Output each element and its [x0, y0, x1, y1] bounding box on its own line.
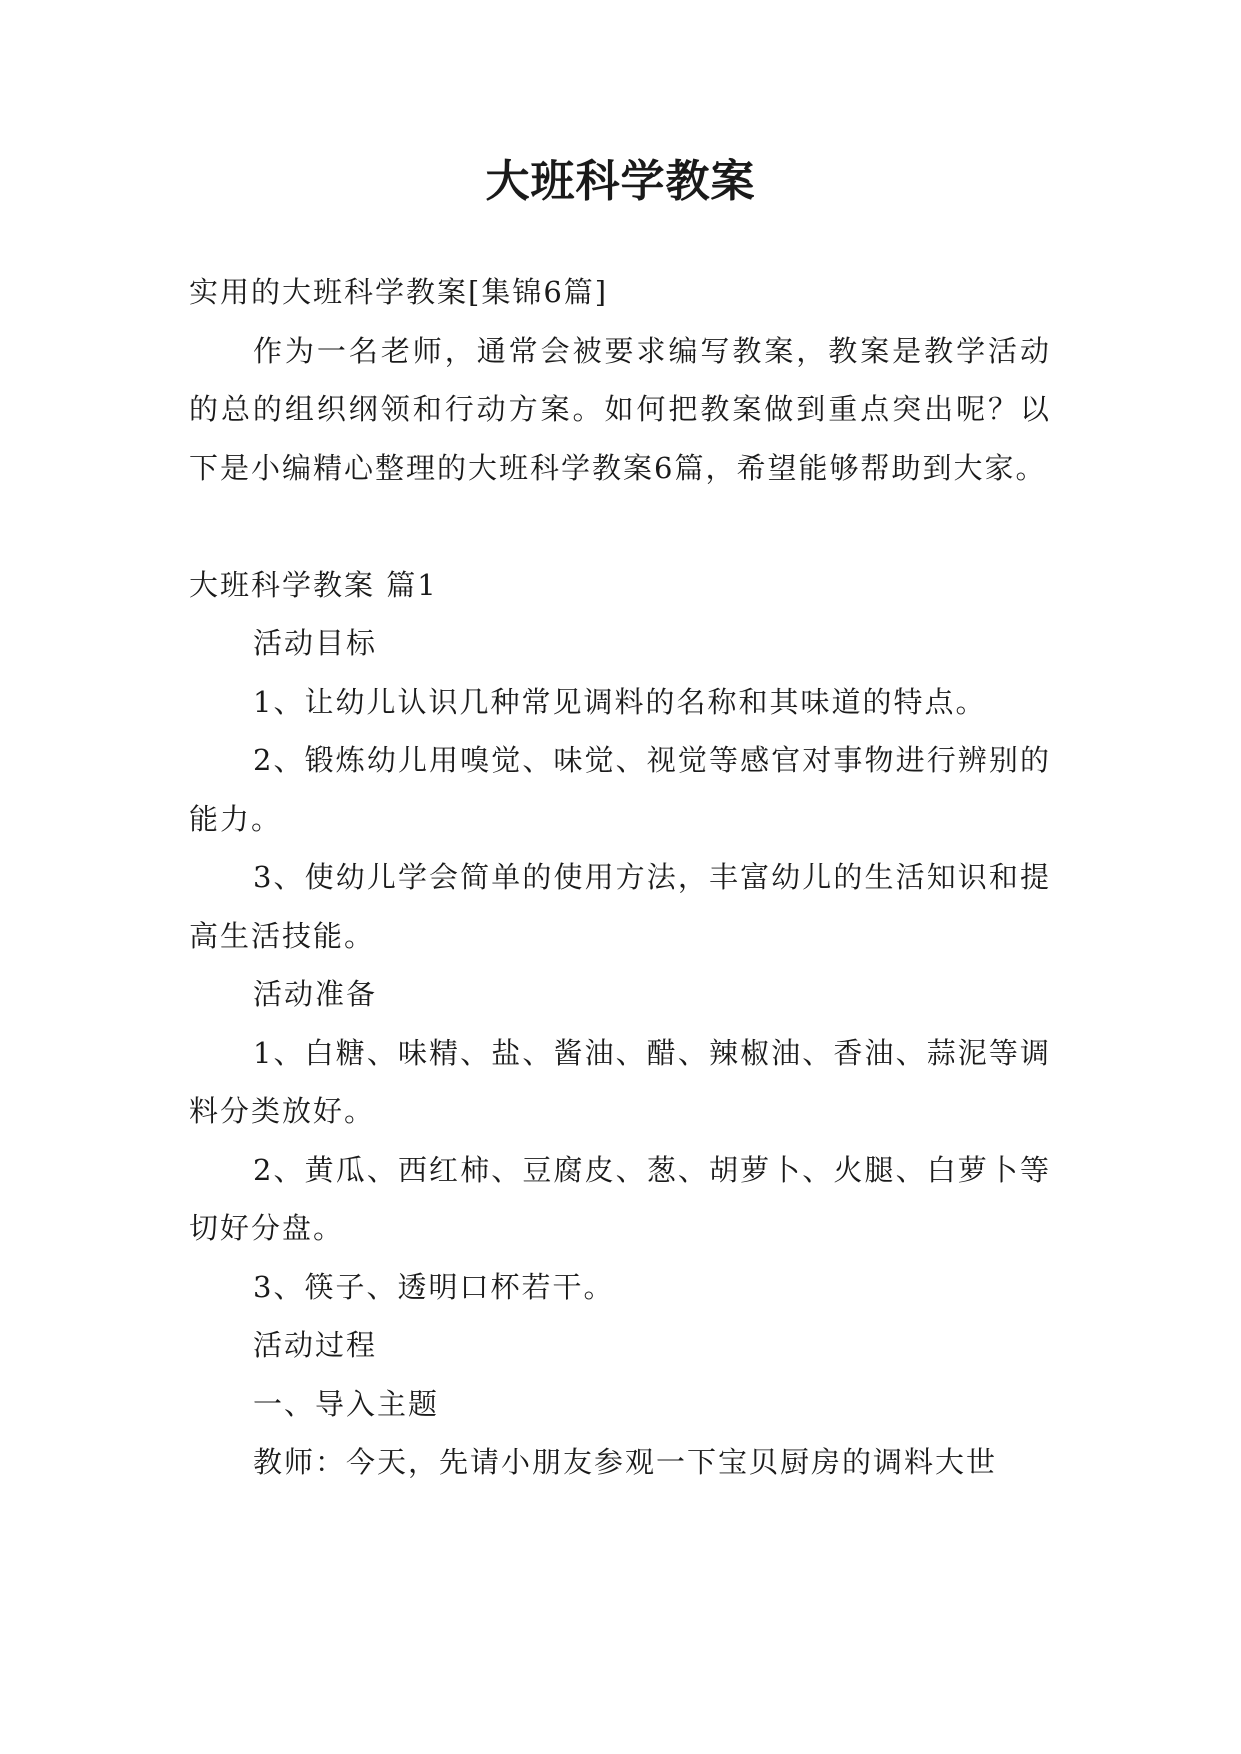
document-body [189, 263, 1051, 1492]
prep-item: 2、黄瓜、西红柿、豆腐皮、葱、胡萝卜、火腿、白萝卜等切好分盘。 [189, 1152, 1051, 1245]
document-title: 大班科学教案 [485, 156, 756, 207]
section-gap [189, 497, 1051, 556]
goal-item: 1、让幼儿认识几种常见调料的名称和其味道的特点。 [253, 684, 987, 719]
step-heading: 一、导入主题 [253, 1386, 440, 1421]
goal-item: 2、锻炼幼儿用嗅觉、味觉、视觉等感官对事物进行辨别的能力。 [189, 743, 1051, 836]
document-subtitle: 实用的大班科学教案[集锦6篇] [189, 275, 609, 309]
prep-item: 1、白糖、味精、盐、酱油、醋、辣椒油、香油、蒜泥等调料分类放好。 [189, 1035, 1051, 1128]
process-heading: 活动过程 [253, 1328, 378, 1362]
intro-paragraph: 作为一名老师，通常会被要求编写教案，教案是教学活动的总的组织纲领和行动方案。如何把教案做到重点突出呢？以下是小编精心整理的大班科学教案6篇，希望能够帮助到大家。 [189, 333, 1051, 485]
section-title: 大班科学教案 篇1 [189, 567, 438, 602]
dialogue-line: 教师：今天，先请小朋友参观一下宝贝厨房的调料大世 [253, 1445, 998, 1479]
goal-heading: 活动目标 [253, 626, 378, 660]
prep-heading: 活动准备 [253, 977, 378, 1011]
goal-item: 3、使幼儿学会简单的使用方法，丰富幼儿的生活知识和提高生活技能。 [189, 860, 1051, 953]
prep-item: 3、筷子、透明口杯若干。 [253, 1269, 615, 1304]
